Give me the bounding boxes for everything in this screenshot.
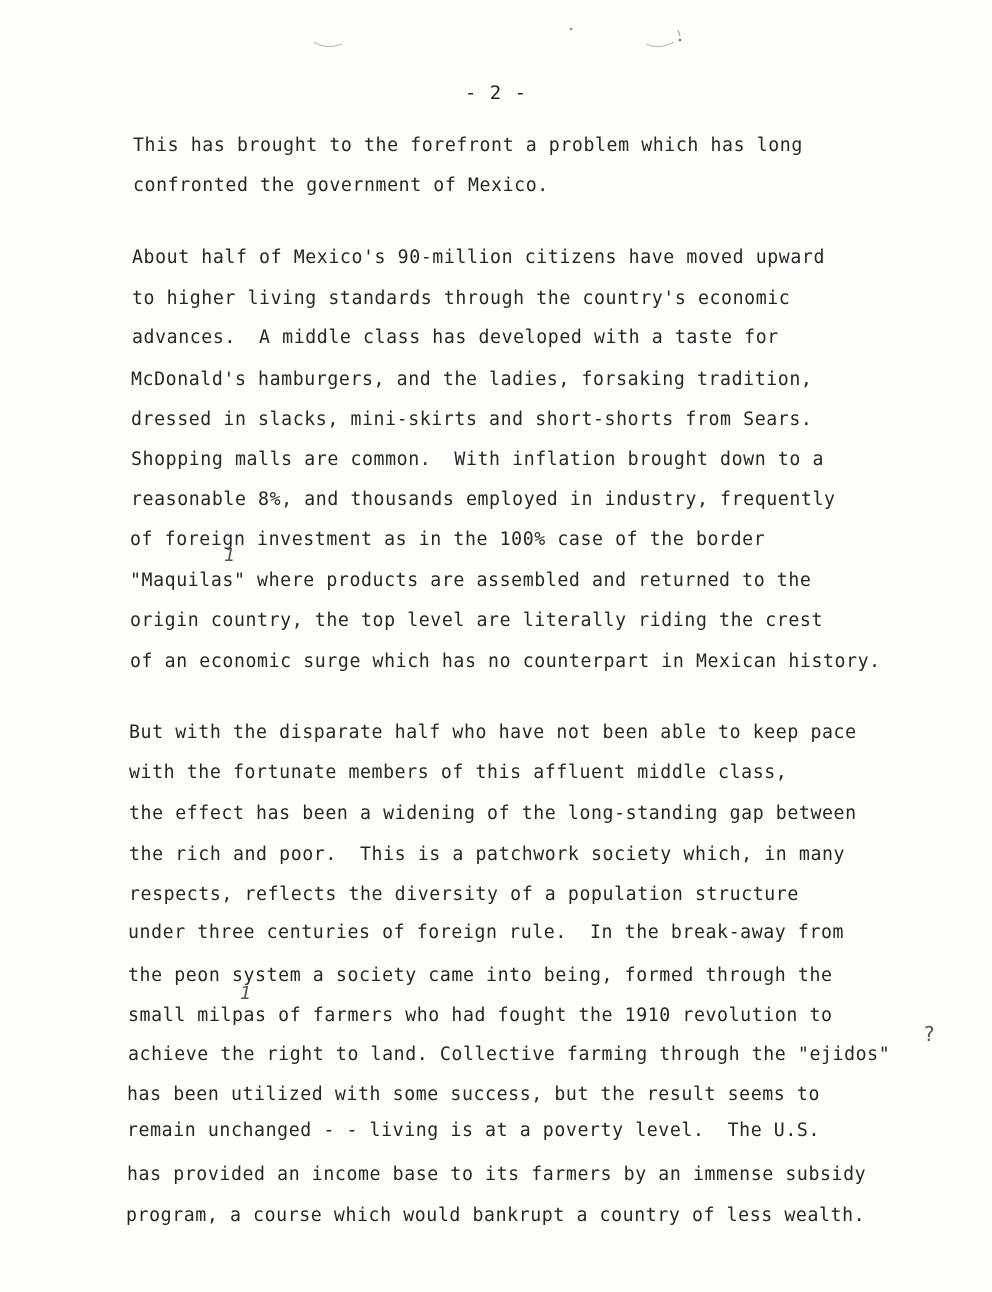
- page-number: - 2 -: [464, 82, 528, 104]
- paragraph-2-line-2: to higher living standards through the country's economic: [132, 288, 791, 309]
- paragraph-2-line-6: Shopping malls are common. With inflation brought down to a: [131, 449, 824, 470]
- paragraph-3-line-11: remain unchanged - - living is at a poverty level. The U.S.: [127, 1120, 820, 1141]
- paragraph-3-line-7: the peon system a society came into being, formed through the: [128, 965, 833, 986]
- paragraph-1-line-1: This has brought to the forefront a problem which has long: [133, 135, 803, 156]
- handwritten-accent-maquilas: 1: [224, 545, 236, 566]
- paragraph-2-line-11: of an economic surge which has no counterpart in Mexican history.: [130, 651, 881, 672]
- paragraph-2-line-9: "Maquilas" where products are assembled and returned to the: [130, 570, 812, 591]
- scan-smudge-right: [644, 26, 684, 52]
- handwritten-margin-query: ?: [924, 1022, 935, 1046]
- paragraph-2-line-5: dressed in slacks, mini-skirts and short-shorts from Sears.: [131, 409, 813, 430]
- scan-dot: [568, 26, 574, 32]
- paragraph-2-line-8: of foreign investment as in the 100% case of the border: [130, 529, 766, 550]
- paragraph-2-line-7: reasonable 8%, and thousands employed in industry, frequently: [131, 489, 836, 510]
- paragraph-3-line-3: the effect has been a widening of the long-standing gap between: [129, 803, 857, 824]
- paragraph-3-line-10: has been utilized with some success, but the result seems to: [127, 1084, 820, 1105]
- paragraph-2-line-4: McDonald's hamburgers, and the ladies, forsaking tradition,: [131, 369, 813, 390]
- paragraph-3-line-6: under three centuries of foreign rule. In the break-away from: [128, 922, 845, 943]
- scan-smudge-left: [312, 38, 344, 52]
- paragraph-3-line-1: But with the disparate half who have not been able to keep pace: [129, 722, 857, 743]
- paragraph-3-line-13: program, a course which would bankrupt a country of less wealth.: [126, 1205, 866, 1226]
- paragraph-2-line-1: About half of Mexico's 90-million citizens have moved upward: [132, 247, 825, 268]
- paragraph-3-line-9: achieve the right to land. Collective farming through the "ejidos": [128, 1044, 891, 1065]
- paragraph-2-line-10: origin country, the top level are literally riding the crest: [130, 610, 823, 631]
- paragraph-3-line-8: small milpas of farmers who had fought the 1910 revolution to: [128, 1005, 833, 1026]
- paragraph-3-line-4: the rich and poor. This is a patchwork society which, in many: [129, 844, 846, 865]
- paragraph-3-line-12: has provided an income base to its farmers by an immense subsidy: [127, 1164, 867, 1185]
- paragraph-1-line-2: confronted the government of Mexico.: [133, 175, 549, 196]
- handwritten-accent-milpas: 1: [240, 983, 252, 1004]
- paragraph-3-line-2: with the fortunate members of this affluent middle class,: [129, 762, 788, 783]
- paragraph-3-line-5: respects, reflects the diversity of a population structure: [129, 884, 799, 905]
- paragraph-2-line-3: advances. A middle class has developed with a taste for: [132, 327, 779, 348]
